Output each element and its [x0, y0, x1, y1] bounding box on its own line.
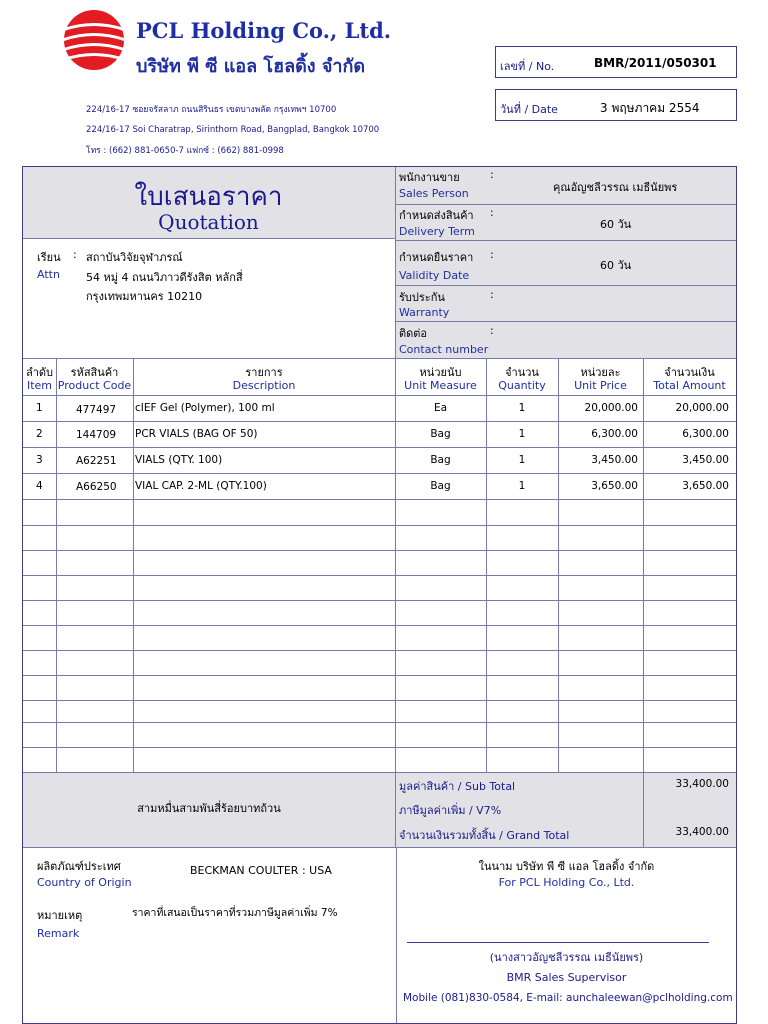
column-header-th: รายการ	[245, 366, 283, 379]
info-label-th: พนักงานขาย	[399, 171, 460, 184]
info-value-validity-date: 60 วัน	[600, 259, 632, 272]
cell-product-code: 477497	[76, 404, 117, 416]
column-header-th: หน่วยละ	[580, 366, 621, 379]
info-colon: :	[490, 288, 494, 301]
cell-quantity: 1	[518, 454, 526, 466]
quotation-date-value: 3 พฤษภาคม 2554	[600, 101, 700, 115]
cell-total-amount: 3,650.00	[682, 480, 729, 492]
info-colon: :	[490, 324, 494, 337]
info-colon: :	[490, 168, 494, 181]
info-label-en: Warranty	[399, 306, 450, 319]
cell-description: VIAL CAP. 2-ML (QTY.100)	[135, 480, 267, 492]
remark-label-th: หมายเหตุ	[37, 909, 83, 922]
info-label-en: Contact number	[399, 343, 489, 356]
cell-description: cIEF Gel (Polymer), 100 ml	[135, 402, 275, 414]
cell-item: 3	[36, 454, 43, 466]
info-value-sales-person: คุณอัญชลีวรรณ เมธีนัยพร	[553, 181, 678, 194]
document-title-en: Quotation	[158, 210, 259, 234]
info-label-en: Sales Person	[399, 187, 469, 200]
cell-unit-price: 6,300.00	[591, 428, 638, 440]
company-address-en: 224/16-17 Soi Charatrap, Sirinthorn Road, Bangplad, Bangkok 10700	[86, 125, 380, 135]
company-name-th: บริษัท พี ซี แอล โฮลดิ้ง จำกัด	[136, 56, 366, 77]
signature-line	[407, 942, 709, 943]
attn-colon: :	[73, 248, 77, 261]
column-header-th: หน่วยนับ	[419, 366, 462, 379]
document-title-th: ใบเสนอราคา	[134, 182, 283, 212]
column-header-th: จำนวน	[505, 366, 539, 379]
cell-quantity: 1	[518, 402, 526, 414]
attn-label-en: Attn	[37, 268, 60, 281]
cell-total-amount: 20,000.00	[675, 402, 729, 414]
cell-quantity: 1	[518, 480, 526, 492]
cell-unit: Bag	[430, 454, 451, 466]
cell-description: PCR VIALS (BAG OF 50)	[135, 428, 258, 440]
cell-quantity: 1	[518, 428, 526, 440]
info-label-en: Delivery Term	[399, 225, 475, 238]
vat-label: ภาษีมูลค่าเพิ่ม / V7%	[399, 804, 502, 817]
signature-company-th: ในนาม บริษัท พี ซี แอล โฮลดิ้ง จำกัด	[478, 860, 655, 873]
signature-company-en: For PCL Holding Co., Ltd.	[498, 876, 635, 889]
column-header-en: Unit Price	[574, 379, 627, 392]
quotation-number-box	[495, 46, 737, 78]
cell-item: 2	[36, 428, 43, 440]
info-colon: :	[490, 206, 494, 219]
company-name-en: PCL Holding Co., Ltd.	[136, 18, 392, 43]
column-header-en: Quantity	[498, 379, 546, 392]
remark-value: ราคาที่เสนอเป็นราคาที่รวมภาษีมูลค่าเพิ่ม 7%	[132, 907, 338, 919]
info-value-delivery-term: 60 วัน	[600, 218, 632, 231]
cell-total-amount: 3,450.00	[682, 454, 729, 466]
info-label-th: รับประกัน	[399, 291, 445, 304]
origin-label-th: ผลิตภัณฑ์ประเทศ	[37, 860, 121, 873]
info-colon: :	[490, 248, 494, 261]
column-header-th: รหัสสินค้า	[70, 366, 119, 379]
grand-total-value: 33,400.00	[675, 826, 729, 838]
cell-unit-price: 3,450.00	[591, 454, 638, 466]
info-label-en: Validity Date	[399, 269, 470, 282]
cell-unit: Ea	[433, 402, 448, 414]
column-header-en: Total Amount	[653, 379, 726, 392]
cell-unit-price: 3,650.00	[591, 480, 638, 492]
grand-total-label: จำนวนเงินรวมทั้งสิ้น / Grand Total	[399, 829, 570, 842]
cell-item: 1	[36, 402, 43, 414]
quotation-number-label: เลขที่ / No.	[500, 60, 555, 73]
company-address-th: 224/16-17 ซอยจรัสลาภ ถนนสิรินธร เขตบางพลัด กรุงเทพฯ 10700	[86, 105, 337, 115]
cell-unit-price: 20,000.00	[584, 402, 638, 414]
cell-unit: Bag	[430, 480, 451, 492]
column-header-en: Item	[26, 379, 53, 392]
column-header-en: Product Code	[57, 379, 132, 392]
company-phone: โทร : (662) 881-0650-7 แฟกซ์ : (662) 881-0998	[86, 146, 284, 156]
info-label-th: กำหนดส่งสินค้า	[399, 209, 474, 222]
origin-value: BECKMAN COULTER : USA	[190, 864, 332, 877]
cell-product-code: 144709	[76, 429, 117, 441]
subtotal-label: มูลค่าสินค้า / Sub Total	[399, 780, 516, 793]
attn-label-th: เรียน	[37, 251, 61, 264]
column-header-th: ลำดับ	[25, 366, 54, 379]
cell-unit: Bag	[430, 428, 451, 440]
info-label-th: ติดต่อ	[399, 327, 428, 340]
signer-position: BMR Sales Supervisor	[506, 971, 627, 984]
cell-product-code: A66250	[76, 481, 117, 493]
attn-address-line1: 54 หมู่ 4 ถนนวิภาวดีรังสิต หลักสี่	[86, 271, 243, 284]
quotation-date-label: วันที่ / Date	[500, 103, 558, 116]
attn-address-line2: กรุงเทพมหานคร 10210	[86, 290, 203, 303]
company-logo	[62, 8, 126, 72]
signer-name: (นางสาวอัญชลีวรรณ เมธีนัยพร)	[489, 951, 644, 964]
column-header-th: จำนวนเงิน	[664, 366, 715, 379]
cell-product-code: A62251	[76, 455, 117, 467]
origin-label-en: Country of Origin	[37, 876, 132, 889]
attn-name: สถาบันวิจัยจุฬาภรณ์	[86, 251, 183, 264]
amount-in-words: สามหมื่นสามพันสี่ร้อยบาทถ้วน	[137, 802, 281, 815]
cell-item: 4	[36, 480, 43, 492]
column-header-en: Unit Measure	[404, 379, 477, 392]
signer-contact: Mobile (081)830-0584, E-mail: aunchaleewan@pclholding.com	[403, 992, 733, 1004]
remark-label-en: Remark	[37, 927, 80, 940]
quotation-number-value: BMR/2011/050301	[594, 56, 717, 70]
cell-description: VIALS (QTY. 100)	[135, 454, 223, 466]
column-header-en: Description	[232, 379, 296, 392]
info-label-th: กำหนดยืนราคา	[399, 251, 474, 264]
cell-total-amount: 6,300.00	[682, 428, 729, 440]
quotation-date-box	[495, 89, 737, 121]
subtotal-value: 33,400.00	[675, 778, 729, 790]
